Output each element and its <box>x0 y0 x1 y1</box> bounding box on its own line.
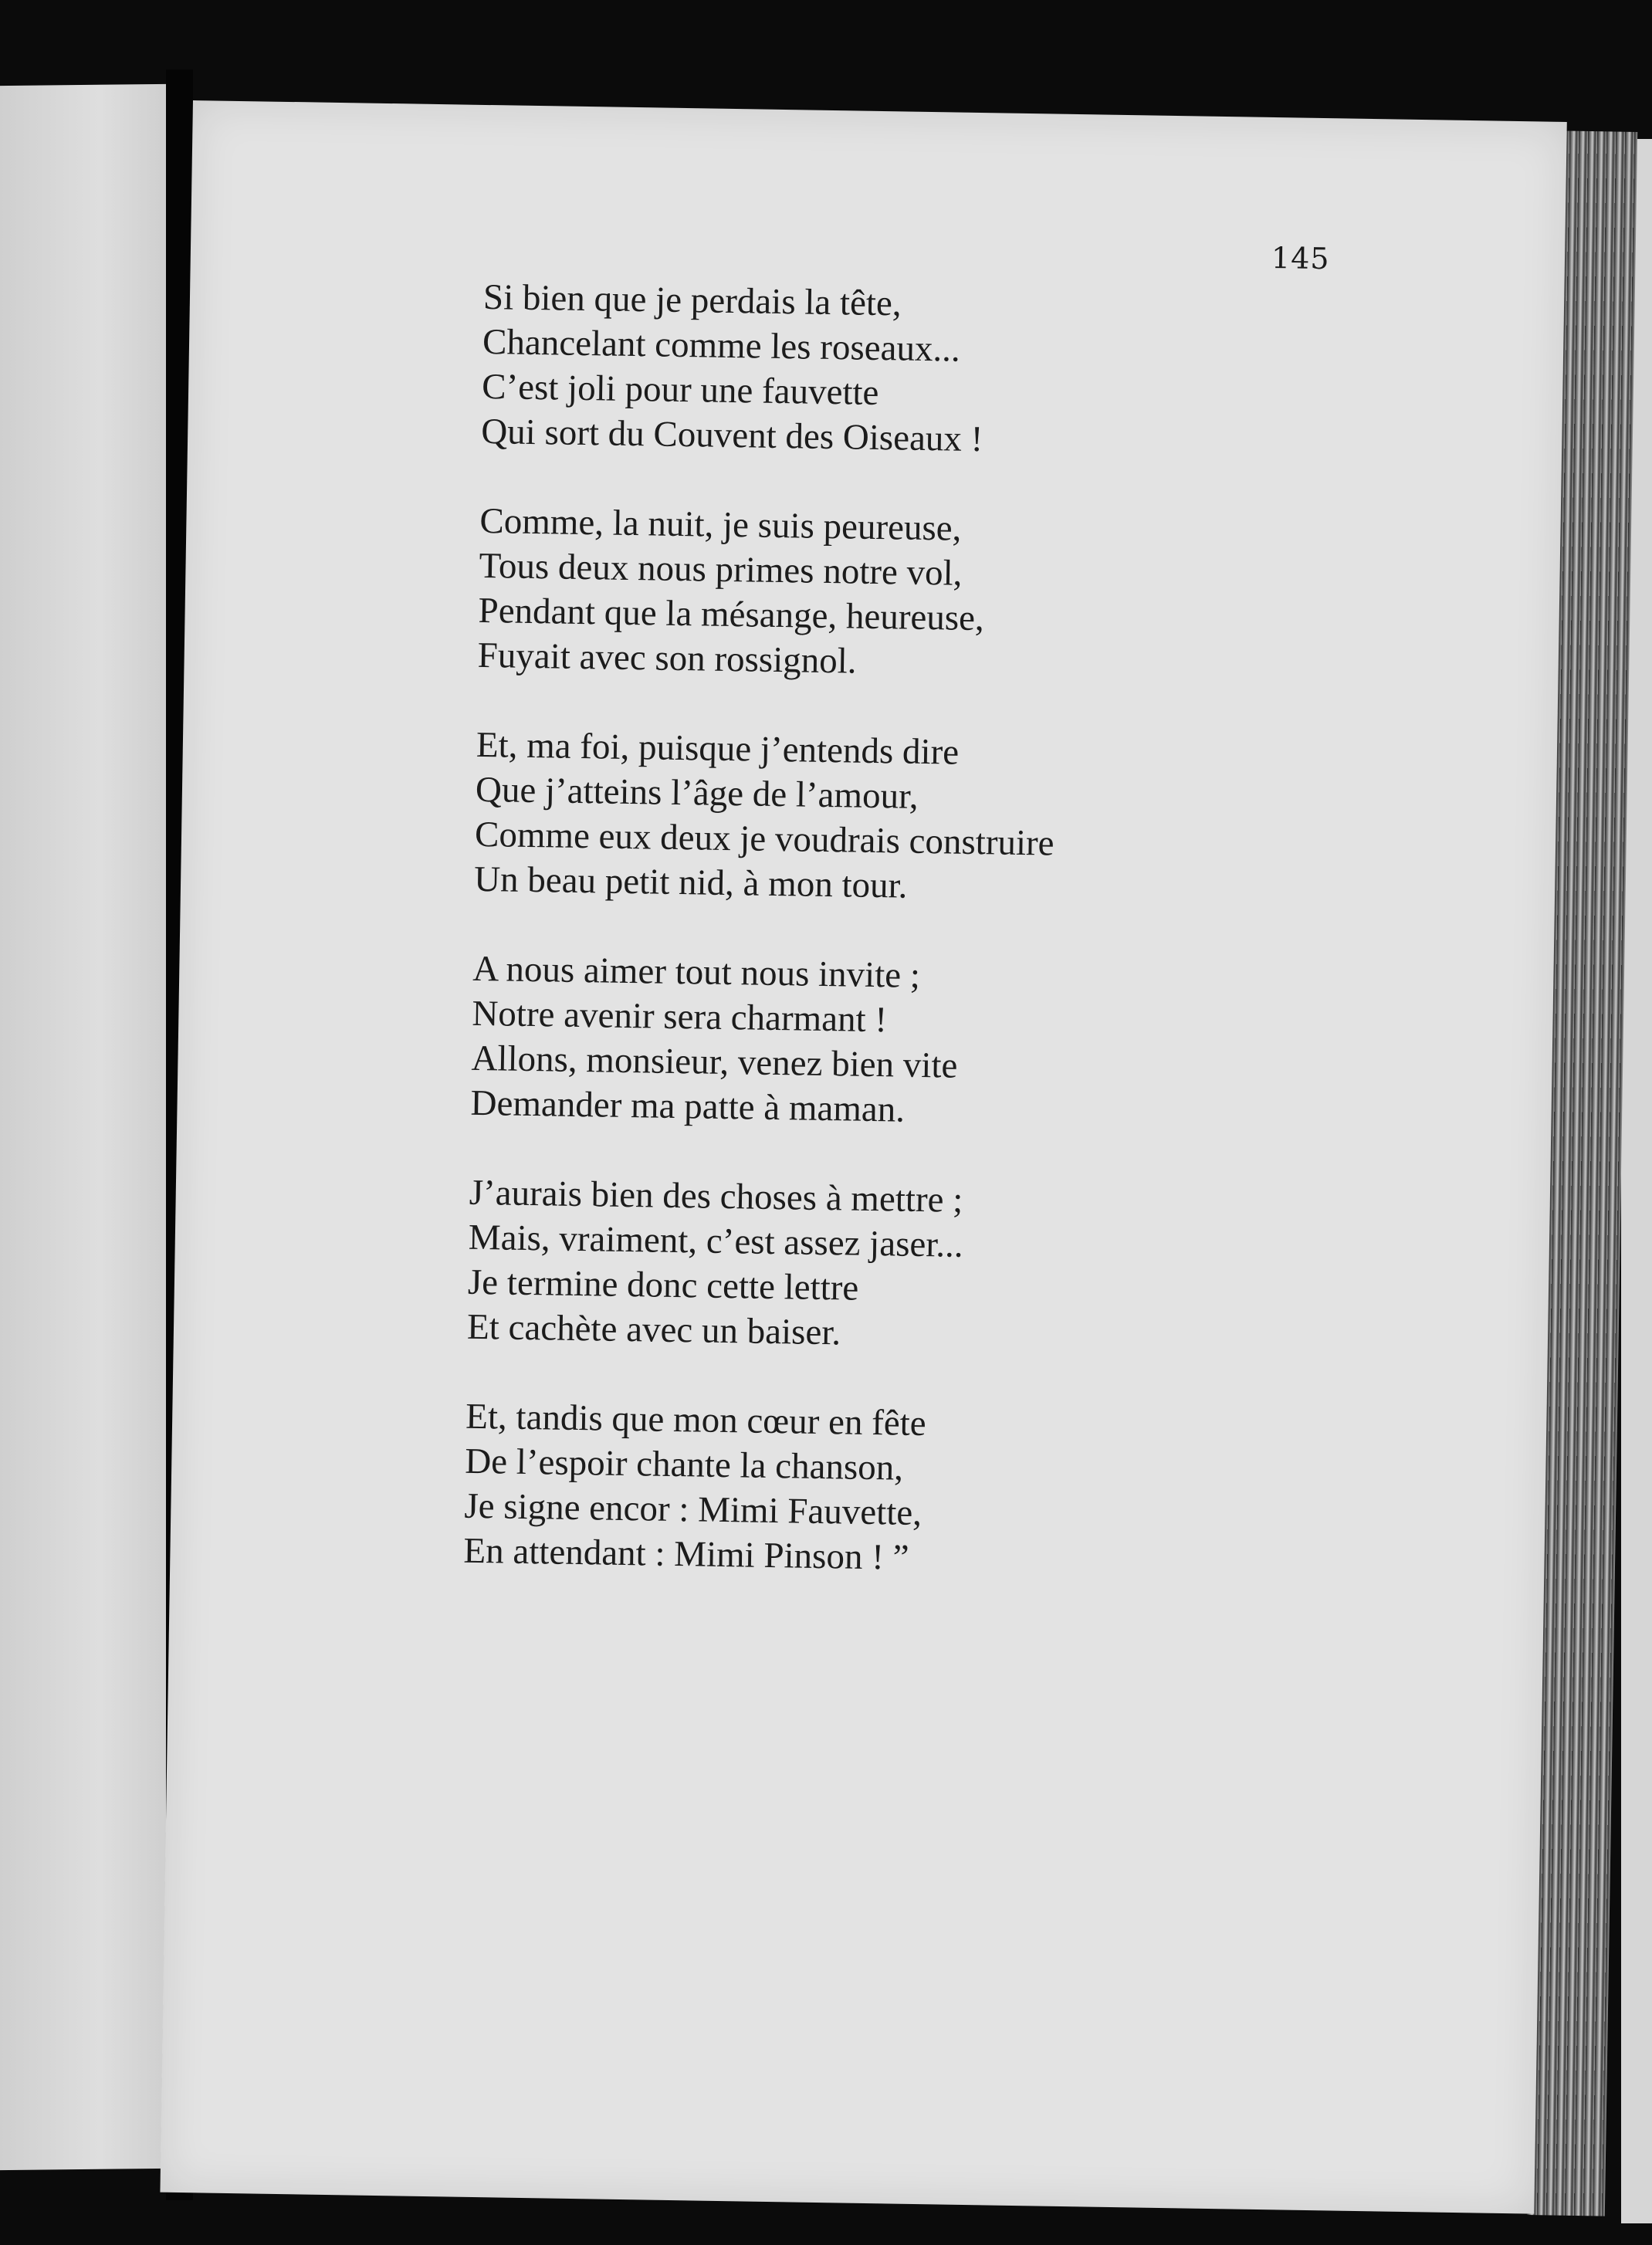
poem-line: Qui sort du Couvent des Oiseaux ! <box>480 411 983 460</box>
poem-line: Tous deux nous primes notre vol, <box>479 545 963 594</box>
poem-line: C’est joli pour une fauvette <box>481 366 879 413</box>
poem-line: Et, tandis que mon cœur en fête <box>465 1396 927 1444</box>
poem-line: Chancelant comme les roseaux... <box>482 321 961 370</box>
poem-line: Allons, monsieur, venez bien vite <box>471 1038 958 1086</box>
poem-line: Pendant que la mésange, heureuse, <box>478 590 985 639</box>
poem-line: Un beau petit nid, à mon tour. <box>473 858 908 906</box>
poem-line: Mais, vraiment, c’est assez jaser... <box>468 1217 964 1265</box>
poem-line: Si bien que je perdais la tête, <box>482 276 902 324</box>
stanza-4 <box>470 946 1052 1135</box>
poem-line: Et cachète avec un baiser. <box>466 1306 841 1353</box>
poem-line: J’aurais bien des choses à mettre ; <box>469 1172 963 1221</box>
poem-line: Et, ma foi, puisque j’entends dire <box>476 724 960 773</box>
stanza-5 <box>467 1170 1049 1359</box>
stanza-1 <box>481 275 1063 463</box>
poem <box>462 275 1063 1627</box>
poem-line: En attendant : Mimi Pinson ! ” <box>463 1530 909 1578</box>
stanza-2 <box>477 499 1059 687</box>
left-page-edge <box>0 84 166 2170</box>
poem-line: Comme, la nuit, je suis peureuse, <box>479 500 962 549</box>
poem-line: Je termine donc cette lettre <box>467 1261 859 1309</box>
poem-line: Notre avenir sera charmant ! <box>472 993 888 1041</box>
poem-line: De l’espoir chante la chanson, <box>464 1441 904 1488</box>
book-page <box>160 100 1566 2214</box>
stanza-3 <box>474 723 1056 911</box>
page-number: 145 <box>1271 240 1330 276</box>
poem-line: Comme eux deux je voudrais construire <box>474 814 1055 864</box>
poem-line: Que j’atteins l’âge de l’amour, <box>475 769 919 817</box>
stanza-6 <box>463 1394 1045 1583</box>
poem-line: Demander ma patte à maman. <box>470 1082 906 1130</box>
poem-line: A nous aimer tout nous invite ; <box>472 948 921 996</box>
poem-line: Je signe encor : Mimi Fauvette, <box>464 1485 922 1534</box>
poem-line: Fuyait avec son rossignol. <box>477 635 857 682</box>
